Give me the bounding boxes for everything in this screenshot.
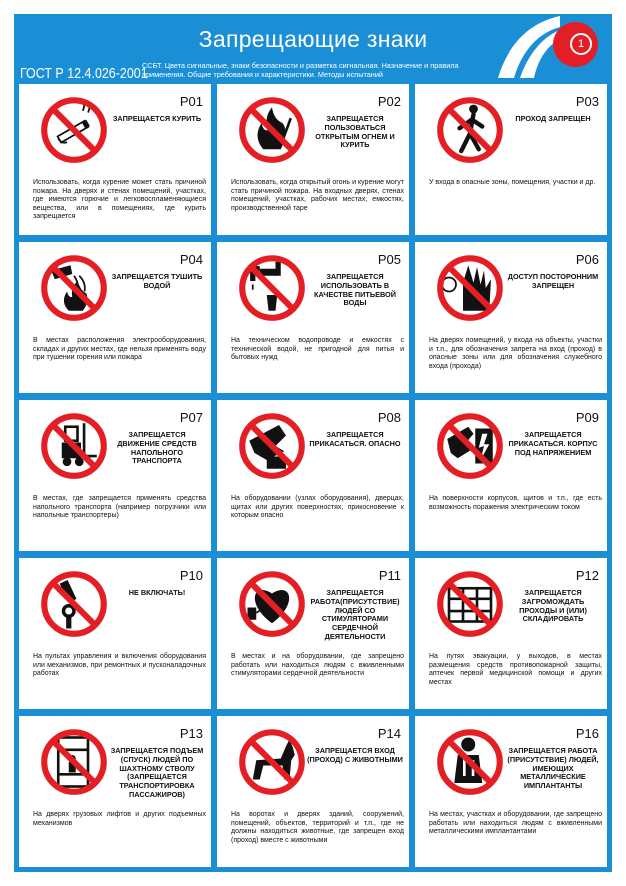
sign-caption: ЗАПРЕЩАЕТСЯ РАБОТА(ПРИСУТСТВИЕ) ЛЮДЕЙ СО СТИМУЛЯТОРАМИ СЕРДЕЧНОЙ ДЕЯТЕЛЬНОСТИ [310,588,400,641]
no-animals-icon [237,727,307,797]
no-metal-implants-icon [435,727,505,797]
sign-code: P10 [179,568,203,583]
sign-caption: НЕ ВКЛЮЧАТЬ! [128,588,186,597]
sign-card [19,716,211,867]
sign-code: P13 [179,726,203,741]
no-open-flame-icon [237,95,307,165]
no-pacemakers-icon [237,569,307,639]
sign-card [217,400,409,551]
sign-caption: ЗАПРЕЩАЕТСЯ ВХОД (ПРОХОД) С ЖИВОТНЫМИ [307,746,403,764]
sign-card [19,242,211,393]
sign-code: P16 [575,726,599,741]
no-smoking-icon [39,95,109,165]
sign-caption: ЗАПРЕЩАЕТСЯ ТУШИТЬ ВОДОЙ [111,272,203,290]
no-obstruction-icon [435,569,505,639]
sign-card [415,84,607,235]
sign-code: P05 [377,252,401,267]
sign-card [19,400,211,551]
sign-caption: ЗАПРЕЩАЕТСЯ ДВИЖЕНИЕ СРЕДСТВ НАПОЛЬНОГО ТРАНСПОРТА [117,430,197,466]
sign-card [217,716,409,867]
no-drinking-water-icon [237,253,307,323]
sign-card [415,558,607,709]
sign-code: P04 [179,252,203,267]
sign-card [19,558,211,709]
sign-code: P01 [179,94,203,109]
sign-description: Использовать, когда курение может стать причиной пожара. На дверях и стенах помещений, участках, где имеются горючие и легковоспламеняющиеся вещества, или в помещениях, где курить запрещается [33,179,206,220]
no-water-extinguishing-icon [39,253,109,323]
sign-caption: ЗАПРЕЩАЕТСЯ ПОДЪЕМ (СПУСК) ЛЮДЕЙ ПО ШАХТНОМУ СТВОЛУ (ЗАПРЕЩАЕТСЯ ТРАНСПОРТИРОВКА ПАССАЖИРОВ) [110,746,204,799]
sign-caption: ЗАПРЕЩАЕТСЯ ЗАГРОМОЖДАТЬ ПРОХОДЫ И (ИЛИ) СКЛАДИРОВАТЬ [519,588,587,624]
standard-description: ССБТ. Цвета сигнальные, знаки безопасности и разметка сигнальная. Назначение и правила применения. Общие требования и характеристики. Методы испытаний [142,61,459,79]
sign-code: P07 [179,410,203,425]
sign-description: На техническом водопроводе и емкостях с технической водой, не пригодной для питья и бытовых нужд [231,337,404,361]
sign-caption: ЗАПРЕЩАЕТСЯ ПОЛЬЗОВАТЬСЯ ОТКРЫТЫМ ОГНЕМ И КУРИТЬ [315,114,395,150]
no-touching-live-housing-icon [435,411,505,481]
sign-card [415,716,607,867]
sign-caption: ЗАПРЕЩАЕТСЯ КУРИТЬ [112,114,202,123]
do-not-switch-on-icon [39,569,109,639]
sign-description: У входа в опасные зоны, помещения, участки и др. [429,179,596,186]
sign-description: На оборудовании (узлах оборудования), дверцах, щитах или других поверхностях, прикосновение к которым опасно [231,495,404,519]
sign-description: Использовать, когда открытый огонь и курение могут стать причиной пожара. На входных дверях, стенах помещений, участках, рабочих местах, емкостях, производственной таре [231,179,404,212]
sign-description: В местах расположения электрооборудования, складах и других местах, где нельзя применять воду при тушении горения или пожара [33,337,206,361]
sign-code: P03 [575,94,599,109]
sign-card [217,84,409,235]
no-forklift-icon [39,411,109,481]
sign-code: P06 [575,252,599,267]
sign-caption: ДОСТУП ПОСТОРОННИМ ЗАПРЕЩЕН [507,272,599,290]
sign-description: На пультах управления и включения оборудования или механизмов, при ремонтных и пусконаладочных работах [33,653,206,677]
sign-card [217,242,409,393]
sign-description: На путях эвакуации, у выходов, в местах размещения средств противопожарной защиты, аптечек первой медицинской помощи и других местах [429,653,602,686]
sign-code: P08 [377,410,401,425]
sign-card [217,558,409,709]
sign-description: На местах, участках и оборудовании, где запрещено работать или находиться людям с вживленными металлическими имплантантами [429,811,602,835]
sign-caption: ПРОХОД ЗАПРЕЩЕН [515,114,591,123]
sign-card [19,84,211,235]
sign-caption: ЗАПРЕЩАЕТСЯ ПРИКАСАТЬСЯ. КОРПУС ПОД НАПРЯЖЕНИЕМ [508,430,598,457]
sign-code: P02 [377,94,401,109]
sign-description: На воротах и дверях зданий, сооружений, помещений, объектов, территорий и т.п., где не должны находиться животные, где запрещен вход (проход) вместе с животными [231,811,404,844]
sign-card [415,242,607,393]
no-pedestrians-icon [435,95,505,165]
standard-code: ГОСТ Р 12.4.026-2001 [20,66,148,82]
no-unauthorized-access-icon [435,253,505,323]
sign-caption: ЗАПРЕЩАЕТСЯ ПРИКАСАТЬСЯ. ОПАСНО [309,430,401,448]
no-touching-icon [237,411,307,481]
sign-caption: ЗАПРЕЩАЕТСЯ ИСПОЛЬЗОВАТЬ В КАЧЕСТВЕ ПИТЬЕВОЙ ВОДЫ [314,272,396,308]
sign-description: В местах и на оборудовании, где запрещено работать или находиться людям с вживленными стимуляторами сердечной деятельности [231,653,404,677]
no-people-hoist-icon [39,727,109,797]
sign-caption: ЗАПРЕЩАЕТСЯ РАБОТА (ПРИСУТСТВИЕ) ЛЮДЕЙ, ИМЕЮЩИХ МЕТАЛЛИЧЕСКИЕ ИМПЛАНТАНТЫ [507,746,599,791]
sign-code: P11 [378,568,401,583]
page-number: 1 [570,33,592,55]
signs-grid [19,84,607,867]
sign-description: На дверях помещений, у входа на объекты, участки и т.п., для обозначения запрета на вход (проход) в опасные зоны или для обозначения служебного входа (прохода) [429,337,602,370]
sign-code: P12 [575,568,599,583]
sign-card [415,400,607,551]
sign-description: На дверях грузовых лифтов и других подъемных механизмов [33,811,206,827]
sign-description: На поверхности корпусов, щитов и т.п., где есть возможность поражения электрическим током [429,495,602,511]
poster-title: Запрещающие знаки [198,26,428,52]
sign-description: В местах, где запрещается применять средства напольного транспорта (например погрузчики или напольные транспортеры) [33,495,206,519]
sign-code: P14 [377,726,401,741]
sign-code: P09 [575,410,599,425]
